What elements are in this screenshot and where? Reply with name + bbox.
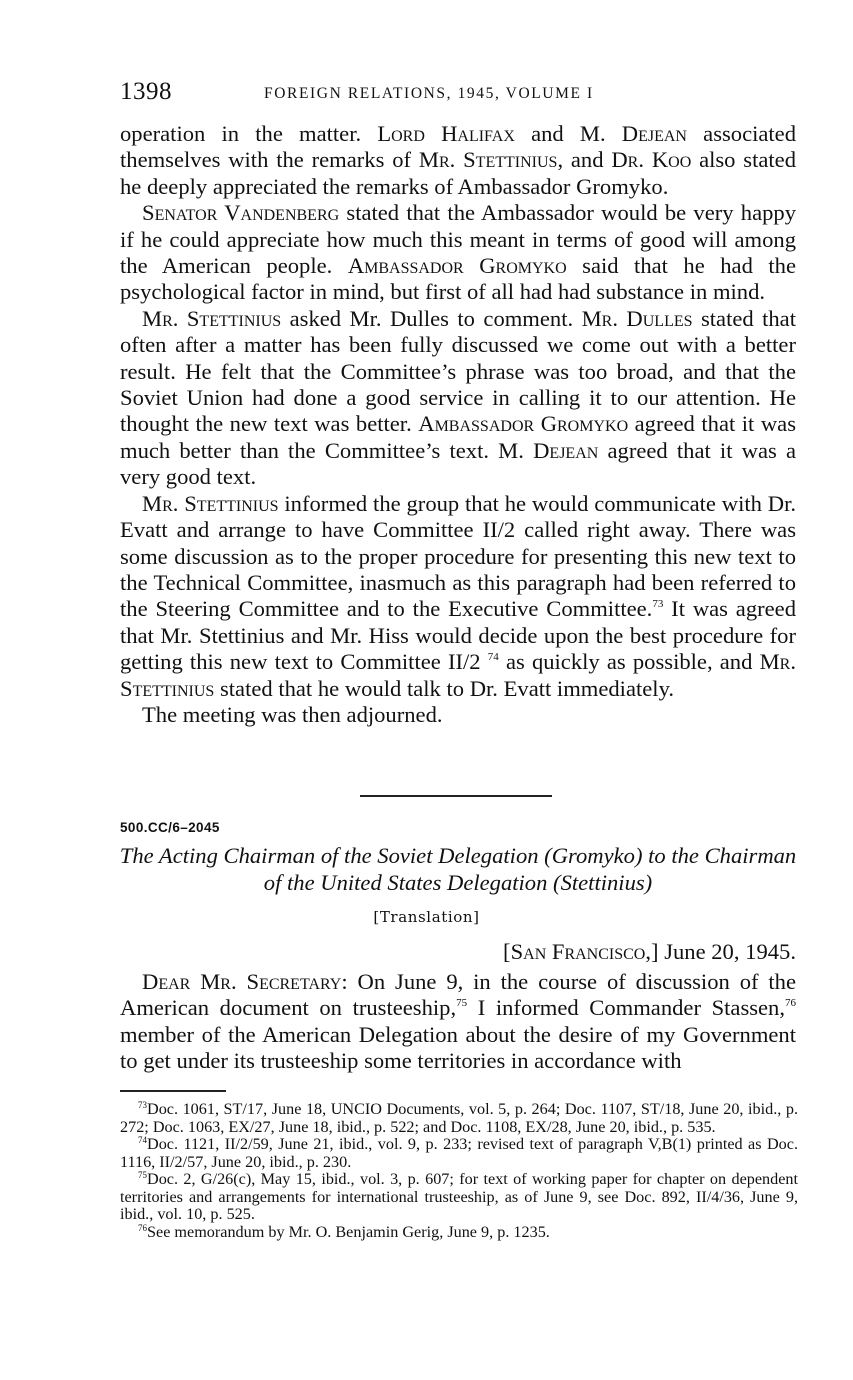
- footnote-number: 73: [138, 1100, 147, 1110]
- name-dejean: Dejean: [533, 437, 599, 463]
- dateline: [120, 939, 796, 965]
- page-header: [120, 74, 800, 108]
- name-dulles: Mr. Dulles: [581, 305, 693, 331]
- name-stettinius: Mr. Stettinius: [142, 490, 279, 516]
- name-dejean: Dejean: [621, 121, 687, 146]
- letter-paragraph-1: Dear Mr. Secretary: On June 9, in the course of discussion of the American document on trusteeship,$^{75}$ I informed Commander Stassen,$^{76}$ member of the American Delegation about the desire of my Government to get under its trusteeship some territories in accordance with: [120, 969, 797, 1074]
- dateline-place: [San Francisco,]: [503, 939, 659, 964]
- document-title: The Acting Chairman of the Soviet Delegation (Gromyko) to the Chairman of the United States Delegation (Stettinius): [119, 843, 797, 895]
- file-number: 500.CC/6–2045: [120, 820, 220, 835]
- footnote-text: Doc. 1061, ST/17, June 18, UNCIO Documents, vol. 5, p. 264; Doc. 1107, ST/18, June 20, ibid., p. 272; Doc. 1063, EX/27, June 18, ibid., p. 522; and Doc. 1108, EX/28, June 20, ibid., p. 535.: [120, 1100, 798, 1136]
- page-number: 1398: [120, 78, 172, 105]
- name-gromyko: Ambassador Gromyko: [418, 411, 629, 437]
- dateline-date: June 20, 1945.: [658, 939, 796, 964]
- footnote-ref-73[interactable]: 73: [652, 598, 664, 611]
- footnote-ref-76[interactable]: 76: [785, 997, 797, 1010]
- footnote: [120, 1224, 798, 1242]
- salutation: Dear Mr. Secretary: [142, 969, 342, 994]
- name-gromyko: Ambassador Gromyko: [347, 253, 567, 279]
- footnotes: [120, 1101, 798, 1241]
- footnote-number: 75: [138, 1170, 147, 1180]
- name-stettinius: Mr. Stettinius: [418, 147, 558, 173]
- paragraph-1: operation in the matter. Lord Halifax and M. Dejean associated themselves with the remarks of Mr. Stettinius, and Dr. Koo also stated he deeply appreciated the remarks of Ambassador Gromyko.: [120, 121, 797, 199]
- footnote-text: See memorandum by Mr. O. Benjamin Gerig, June 9, p. 1235.: [147, 1222, 550, 1241]
- section-divider: [360, 795, 552, 797]
- paragraph-4: Mr. Stettinius informed the group that he would communicate with Dr. Evatt and arrange to have Committee II/2 called right away. There was some discussion as to the proper procedure for presenting this new text to the Technical Committee, inasmuch as this paragraph had been referred to the Steering Committee and to the Executive Committee.$^{73}$ It was agreed that Mr. Stettinius and Mr. Hiss would decide upon the best procedure for getting this new text to Committee II/2 $^{74}$ as quickly as possible, and Mr. Stettinius stated that he would talk to Dr. Evatt immediately.: [120, 490, 796, 701]
- footnote-text: Doc. 1121, II/2/59, June 21, ibid., vol. 9, p. 233; revised text of paragraph V,B(1) printed as Doc. 1116, II/2/57, June 20, ibid., p. 230.: [120, 1135, 798, 1171]
- running-title: FOREIGN RELATIONS, 1945, VOLUME I: [264, 85, 594, 102]
- translation-note: [Translation]: [373, 908, 480, 926]
- footnote: [120, 1101, 798, 1136]
- footnote-ref-75[interactable]: 75: [456, 997, 468, 1010]
- footnote-number: 74: [138, 1135, 147, 1145]
- footnote-text: Doc. 2, G/26(c), May 15, ibid., vol. 3, p. 607; for text of working paper for chapter on dependent territories and arrangements for international trusteeship, as of June 9, see Doc. 892, II/4/36, June 9, ibid., vol. 10, p. 525.: [120, 1170, 798, 1223]
- name-vandenberg: Senator Vandenberg: [142, 200, 340, 226]
- minutes-body: [120, 121, 796, 728]
- paragraph-2: Senator Vandenberg stated that the Ambassador would be very happy if he could appreciate how much this meant in terms of good will among the American people. Ambassador Gromyko said that he had the psychological factor in mind, but first of all had had substance in mind.: [120, 200, 796, 305]
- paragraph-3: Mr. Stettinius asked Mr. Dulles to comment. Mr. Dulles stated that often after a matter has been fully discussed we come out with a better result. He felt that the Committee’s phrase was too broad, and that the Soviet Union had done a good service in calling it to our attention. He thought the new text was better. Ambassador Gromyko agreed that it was much better than the Committee’s text. M. Dejean agreed that it was a very good text.: [120, 305, 796, 490]
- name-stettinius: Mr. Stettinius: [142, 305, 282, 331]
- footnote: [120, 1171, 798, 1224]
- name-halifax: Lord Halifax: [377, 121, 515, 146]
- name-koo: Dr. Koo: [611, 147, 692, 173]
- name-stettinius: Mr. Stettinius: [120, 649, 796, 701]
- footnote-ref-74[interactable]: 74: [487, 651, 499, 664]
- footnote-rule: [120, 1090, 226, 1092]
- paragraph-5: The meeting was then adjourned.: [142, 701, 443, 727]
- footnote-number: 76: [138, 1222, 147, 1233]
- letter-body: [120, 969, 796, 1075]
- footnote: [120, 1136, 798, 1171]
